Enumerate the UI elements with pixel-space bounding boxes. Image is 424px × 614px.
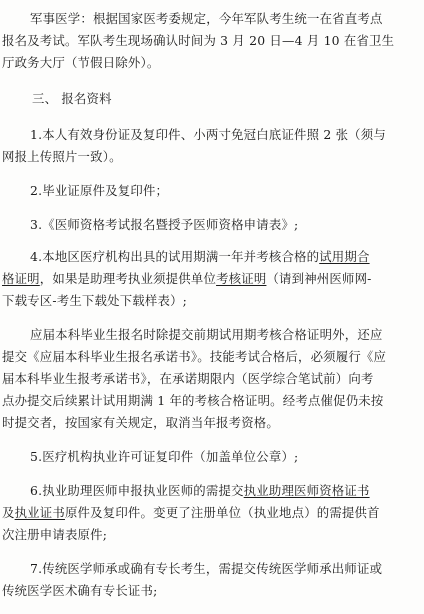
line-text: 传统医学医术确有专长证书; <box>2 583 158 598</box>
line-text: 时提交者，按国家有关规定，取消当年报考资格。 <box>2 415 279 430</box>
text-line <box>2 371 420 387</box>
text-line <box>2 505 420 521</box>
text-line <box>30 217 420 233</box>
line-text: 报名及考试。军队考生现场确认时间为 3 月 20 日—4 月 10 在省卫生 <box>2 33 395 48</box>
line-text: 届本科毕业生报考承诺书》，在承诺期限内（医学综合笔试前）向考 <box>2 371 374 386</box>
text-line <box>30 483 420 499</box>
line-text: ，如果是助理考执业须提供单位 <box>39 271 217 286</box>
text-line <box>30 327 420 343</box>
line-text: 次注册申请表原件; <box>2 527 108 542</box>
line-text: 下载专区-考生下载处下载样表）; <box>2 293 188 308</box>
text-line <box>2 149 420 165</box>
text-line <box>30 183 420 199</box>
text-line <box>2 271 420 287</box>
underlined-text: 试用期合 <box>319 249 370 264</box>
section-heading <box>32 91 420 107</box>
line-text: 提交《应届本科毕业生报名承诺书》。技能考试合格后，必须履行《应 <box>2 349 387 364</box>
text-line <box>2 527 420 543</box>
text-line <box>30 561 420 577</box>
line-text: 5.医疗机构执业许可证复印件（加盖单位公章）; <box>30 449 299 464</box>
line-text: 原件及复印件。变更了注册单位（执业地点）的需提供首 <box>64 505 380 520</box>
line-text: 及 <box>2 505 15 520</box>
text-line <box>30 249 420 265</box>
line-text: 应届本科毕业生报名时除提交前期试用期考核合格证明外，还应 <box>30 327 383 342</box>
text-line <box>2 55 420 71</box>
line-text: 7.传统医学师承或确有专长考生，需提交传统医学师承出师证或 <box>30 561 383 576</box>
text-line <box>2 415 420 431</box>
underlined-text: 执业证书 <box>14 505 65 520</box>
underlined-text: 格证明 <box>2 271 40 286</box>
line-text: 网报上传照片一致）。 <box>2 149 122 164</box>
line-text: 2.毕业证原件及复印件； <box>30 183 169 198</box>
line-text: 1.本人有效身份证及复印件、小两寸免冠白底证件照 2 张（须与 <box>30 127 386 142</box>
text-line <box>2 393 420 409</box>
text-line <box>2 349 420 365</box>
line-text: 厅政务大厅（节假日除外）。 <box>2 55 160 70</box>
underlined-text: 执业助理医师资格证书 <box>243 483 370 498</box>
text-line <box>2 583 420 599</box>
text-line <box>2 33 420 49</box>
text-line <box>30 127 420 143</box>
text-line <box>30 449 420 465</box>
line-text: 4.本地区医疗机构出具的试用期满一年并考核合格的 <box>30 249 320 264</box>
heading-text: 三、 报名资料 <box>32 91 112 106</box>
text-line <box>30 11 420 27</box>
line-text: 6.执业助理医师申报执业医师的需提交 <box>30 483 244 498</box>
line-text: 军事医学：根据国家医考委规定，今年军队考生统一在省直考点 <box>30 11 383 26</box>
text-line <box>2 293 420 309</box>
line-text: 点办提交后续累计试用期满 1 年的考核合格证明。经考点催促仍未按 <box>2 393 384 408</box>
line-text: 3.《医师资格考试报名暨授予医师资格申请表》; <box>30 217 299 232</box>
underlined-text: 考核证明 <box>216 271 267 286</box>
line-text: （请到神州医师网- <box>266 271 372 286</box>
